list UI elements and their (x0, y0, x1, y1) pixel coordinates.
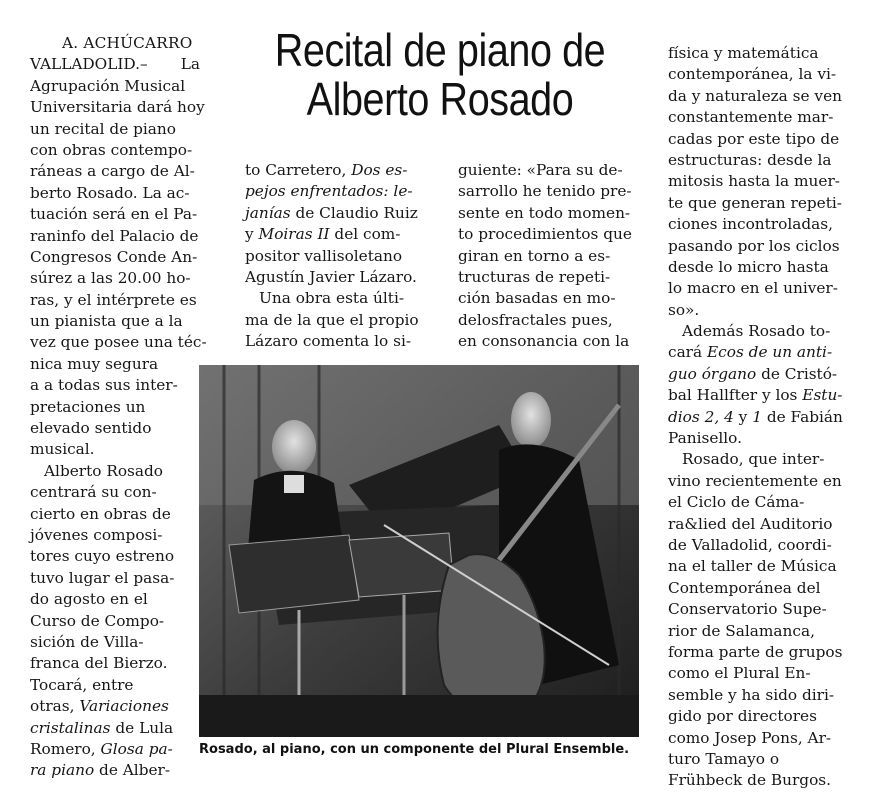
article-column-2: to Carretero, Dos es- pejos enfrentados: le- janías de Claudio Ruiz y Moiras II del com- positor vallisoletano Agustín Javier Lázaro. Una obra esta últi- ma de la que el propio Lázaro comenta lo si- (245, 161, 419, 351)
article-column-3: guiente: «Para su de- sarrollo he tenido pre- sente en todo momen- to procedimientos que giran en torno a es- tructuras de repeti- ción basadas en mo- delosfractales pues, en consonancia con la (458, 161, 632, 351)
headline-line-1: Recital de piano de (274, 24, 606, 76)
byline: A. ACHÚCARRO (62, 34, 193, 52)
dateline: VALLADOLID.– (30, 55, 148, 74)
concert-photo-illustration (199, 365, 639, 737)
article-column-4: física y matemática contemporánea, la vi- da y naturaleza se ven constantemente mar- cadas por este tipo de estructuras: desde la mitosis hasta la muer- te que generan repeti- ciones incontroladas, pasando por los ciclos desde lo micro hasta lo macro en el univer- so». Además Rosado to- cará Ecos de un anti- guo órgano de Cristó- bal Hallfter y los Estu- dios 2, 4 y 1 de Fabián Panisello. Rosado, que inter- vino recientemente en el Ciclo de Cáma- ra&lied del Auditorio de Valladolid, coordi- na el taller de Música Contemporánea del Conservatorio Supe- rior de Salamanca, forma parte de grupos como el Plural En- semble y ha sido diri- gido por directores como Josep Pons, Ar- turo Tamayo o Frühbeck de Burgos. (668, 44, 843, 790)
article-column-1: A. ACHÚCARRO VALLADOLID.– La Agrupación Musical Universitaria dará hoy un recital de piano con obras contempo- ráneas a cargo de Al- berto Rosado. La ac- tuación será en el Pa- raninfo del Palacio de Congresos Conde An- súrez a las 20.00 ho- ras, y el intérprete es un pianista que a la vez que posee una téc- nica muy segura a a todas sus inter- pretaciones un elevado sentido musical. Alberto Rosado centrará su con- cierto en obras de jóvenes composi- tores cuyo estreno tuvo lugar el pasa- do agosto en el Curso de Compo- sición de Villa- franca del Bierzo. Tocará, entre otras, Variaciones cristalinas de Lula Romero, Glosa pa- ra piano de Alber- (30, 34, 207, 780)
headline (264, 26, 617, 124)
headline-line-2: Alberto Rosado (306, 73, 574, 125)
concert-photo (199, 365, 639, 737)
photo-caption: Rosado, al piano, con un componente del Plural Ensemble. (199, 742, 630, 757)
